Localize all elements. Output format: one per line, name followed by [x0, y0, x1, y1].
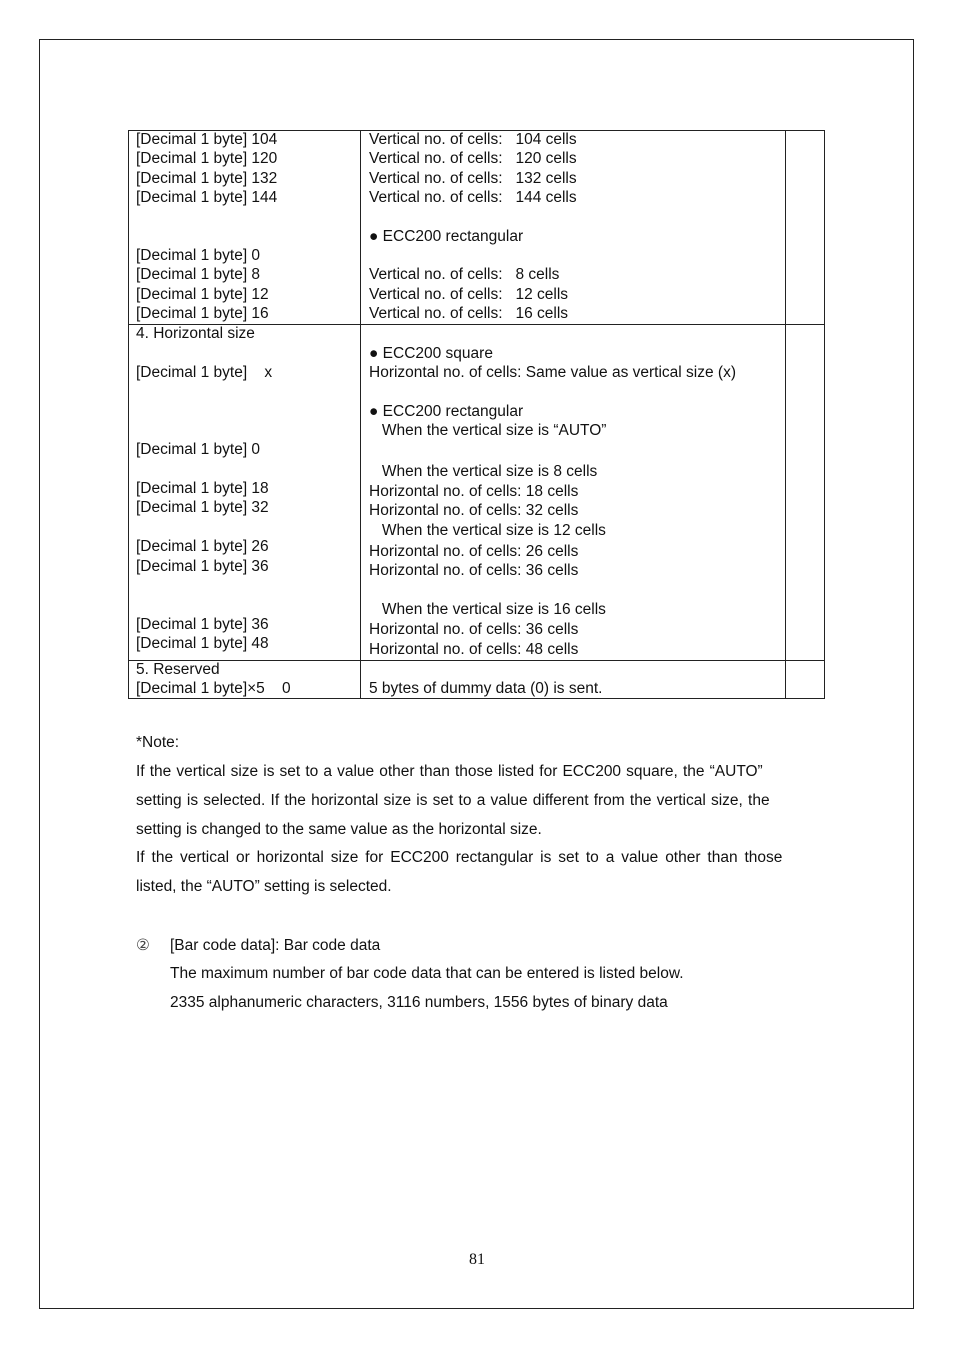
table-cell-left: [Decimal 1 byte]×5 0: [136, 680, 291, 697]
note-line: If the vertical or horizontal size for ECC200 rectangular is set to a value other than those: [136, 849, 783, 866]
note-line: setting is changed to the same value as the horizontal size.: [136, 821, 542, 838]
table-cell-left: [Decimal 1 byte] 26: [136, 538, 269, 555]
table-cell-right: ● ECC200 rectangular: [369, 228, 524, 245]
table-cell-left: [Decimal 1 byte] 8: [136, 266, 261, 283]
page-number: 81: [469, 1251, 485, 1268]
table-cell-right: Horizontal no. of cells: 36 cells: [369, 621, 579, 638]
table-cell-left: [Decimal 1 byte] x: [136, 364, 273, 381]
table-cell-right: Horizontal no. of cells: 26 cells: [369, 543, 579, 560]
table-cell-right: Horizontal no. of cells: 36 cells: [369, 562, 579, 579]
note-line: listed, the “AUTO” setting is selected.: [136, 878, 392, 895]
table-cell-right: Vertical no. of cells: 8 cells: [369, 266, 560, 283]
section-marker: ②: [136, 937, 150, 954]
table-cell-right: ● ECC200 rectangular: [369, 403, 524, 420]
table-cell-right: Horizontal no. of cells: 32 cells: [369, 502, 579, 519]
table-cell-left: [Decimal 1 byte] 12: [136, 286, 269, 303]
note-title: *Note:: [136, 734, 180, 751]
table-cell-left: [Decimal 1 byte] 0: [136, 441, 261, 458]
table-cell-right: Vertical no. of cells: 16 cells: [369, 305, 569, 322]
table-cell-right: When the vertical size is “AUTO”: [369, 422, 607, 439]
table-cell-left: [Decimal 1 byte] 48: [136, 635, 269, 652]
table-cell-right: Horizontal no. of cells: 18 cells: [369, 483, 579, 500]
table-cell-left: [Decimal 1 byte] 0: [136, 247, 261, 264]
table-cell-right: 5 bytes of dummy data (0) is sent.: [369, 680, 603, 697]
note-line: setting is selected. If the horizontal size is set to a value different from the vertical size, the: [136, 792, 770, 809]
table-cell-right: ● ECC200 square: [369, 345, 493, 362]
table-cell-left: [Decimal 1 byte] 36: [136, 558, 269, 575]
column-divider: [360, 131, 361, 698]
table-cell-left: [Decimal 1 byte] 32: [136, 499, 269, 516]
table-cell-right: Vertical no. of cells: 104 cells: [369, 131, 577, 148]
table-cell-left: [Decimal 1 byte] 104: [136, 131, 278, 148]
section-line: The maximum number of bar code data that can be entered is listed below.: [170, 965, 684, 982]
table-cell-left: [Decimal 1 byte] 18: [136, 480, 269, 497]
row-divider: [129, 660, 824, 661]
table-cell-left: [Decimal 1 byte] 120: [136, 150, 278, 167]
section-heading: [Bar code data]: Bar code data: [170, 937, 381, 954]
table-cell-right: Vertical no. of cells: 120 cells: [369, 150, 577, 167]
table-cell-right: When the vertical size is 16 cells: [369, 601, 606, 618]
table-cell-right: Horizontal no. of cells: Same value as vertical size (x): [369, 364, 736, 381]
table-cell-left: [Decimal 1 byte] 36: [136, 616, 269, 633]
table-cell-right: Vertical no. of cells: 12 cells: [369, 286, 569, 303]
table-cell-left: 4. Horizontal size: [136, 325, 255, 342]
table-cell-right: Horizontal no. of cells: 48 cells: [369, 641, 579, 658]
table-cell-right: Vertical no. of cells: 144 cells: [369, 189, 577, 206]
table-cell-left: 5. Reserved: [136, 661, 220, 678]
table-cell-left: [Decimal 1 byte] 132: [136, 170, 278, 187]
table-cell-left: [Decimal 1 byte] 16: [136, 305, 269, 322]
table-cell-right: When the vertical size is 8 cells: [369, 463, 598, 480]
table-cell-right: Vertical no. of cells: 132 cells: [369, 170, 577, 187]
table-cell-left: [Decimal 1 byte] 144: [136, 189, 278, 206]
column-divider: [785, 131, 786, 698]
table-cell-right: When the vertical size is 12 cells: [369, 522, 606, 539]
note-line: If the vertical size is set to a value other than those listed for ECC200 square, the “AUTO”: [136, 763, 763, 780]
section-line: 2335 alphanumeric characters, 3116 numbers, 1556 bytes of binary data: [170, 994, 668, 1011]
